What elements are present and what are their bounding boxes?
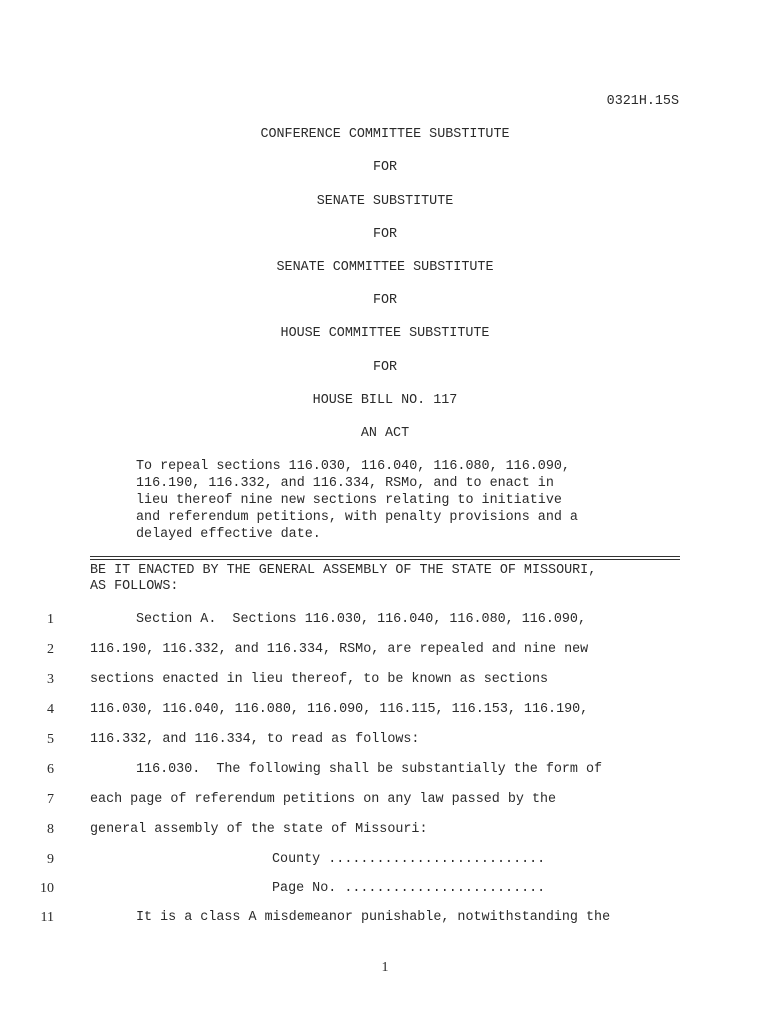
summary-line: lieu thereof nine new sections relating to initiative xyxy=(136,493,562,508)
enacting-clause xyxy=(90,563,596,595)
line-number: 10 xyxy=(40,881,54,896)
title-line-for: FOR xyxy=(372,160,398,175)
enacting-line: AS FOLLOWS: xyxy=(90,579,179,594)
title-line-for: FOR xyxy=(372,227,398,242)
body-line: each page of referendum petitions on any law passed by the xyxy=(90,792,557,807)
act-summary xyxy=(136,458,656,543)
body-line: 116.030, 116.040, 116.080, 116.090, 116.115, 116.153, 116.190, xyxy=(90,702,589,717)
document-id: 0321H.15S xyxy=(606,94,679,109)
title-line-conference: CONFERENCE COMMITTEE SUBSTITUTE xyxy=(260,127,510,142)
line-number: 2 xyxy=(47,642,54,657)
line-number: 5 xyxy=(47,732,54,747)
summary-line: 116.190, 116.332, and 116.334, RSMo, and to enact in xyxy=(136,476,554,491)
summary-line: delayed effective date. xyxy=(136,527,321,542)
title-line-senate-committee: SENATE COMMITTEE SUBSTITUTE xyxy=(276,260,494,275)
title-line-for: FOR xyxy=(372,293,398,308)
enacting-line: BE IT ENACTED BY THE GENERAL ASSEMBLY OF THE STATE OF MISSOURI, xyxy=(90,563,597,578)
body-line: Page No. ......................... xyxy=(272,881,546,896)
line-number: 1 xyxy=(47,612,54,627)
line-number: 6 xyxy=(47,762,54,777)
line-number: 11 xyxy=(40,910,54,925)
body-line: 116.030. The following shall be substantially the form of xyxy=(136,762,603,777)
title-line-for: FOR xyxy=(372,360,398,375)
body-line: Section A. Sections 116.030, 116.040, 116.080, 116.090, xyxy=(136,612,586,627)
line-number: 4 xyxy=(47,702,54,717)
line-number: 8 xyxy=(47,822,54,837)
divider-rule-bottom xyxy=(90,559,680,560)
an-act-heading: AN ACT xyxy=(360,426,410,441)
body-line: 116.190, 116.332, and 116.334, RSMo, are repealed and nine new xyxy=(90,642,589,657)
page-number: 1 xyxy=(381,960,389,975)
title-line-senate-substitute: SENATE SUBSTITUTE xyxy=(316,194,454,209)
body-line: It is a class A misdemeanor punishable, notwithstanding the xyxy=(136,910,611,925)
body-line: sections enacted in lieu thereof, to be known as sections xyxy=(90,672,549,687)
body-line: general assembly of the state of Missouri: xyxy=(90,822,428,837)
divider-rule-top xyxy=(90,556,680,557)
summary-line: To repeal sections 116.030, 116.040, 116.080, 116.090, xyxy=(136,459,570,474)
line-number: 3 xyxy=(47,672,54,687)
body-line: 116.332, and 116.334, to read as follows: xyxy=(90,732,420,747)
line-number: 9 xyxy=(47,852,54,867)
line-number: 7 xyxy=(47,792,54,807)
summary-line: and referendum petitions, with penalty provisions and a xyxy=(136,510,578,525)
bill-number: HOUSE BILL NO. 117 xyxy=(312,393,458,408)
body-line: County ........................... xyxy=(272,852,546,867)
title-line-house-committee: HOUSE COMMITTEE SUBSTITUTE xyxy=(280,326,490,341)
